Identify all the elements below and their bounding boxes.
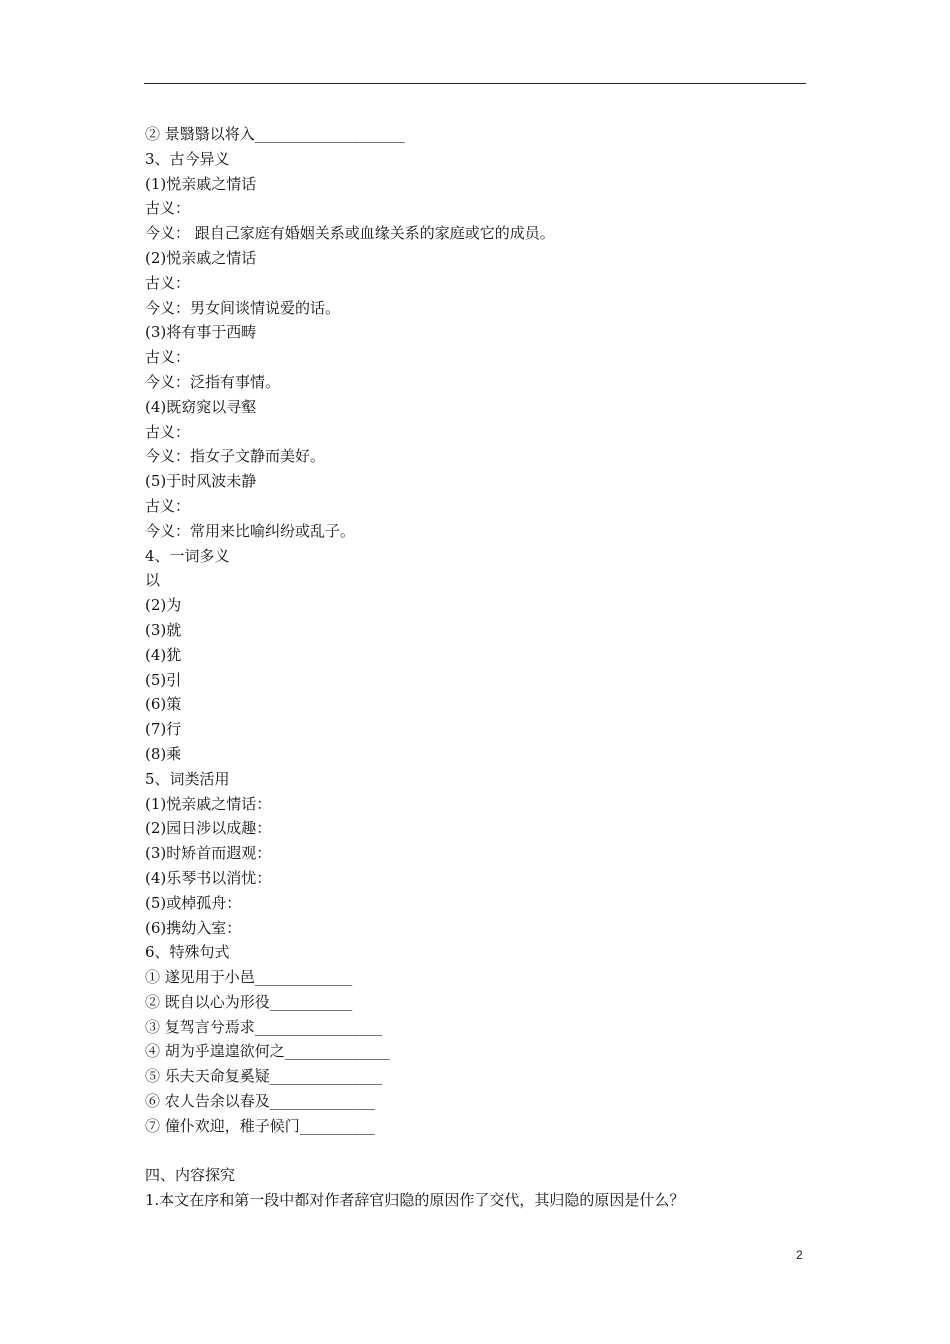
text-line: (4)乐琴书以消忧： (145, 868, 272, 887)
text-line: 古义： (145, 199, 191, 218)
text-line: (3)就 (145, 620, 182, 639)
text-line: ④ 胡为乎遑遑欲何之______________ (145, 1042, 390, 1061)
text-line: (7)行 (145, 720, 182, 739)
text-line: 今义：男女间谈情说爱的话。 (145, 298, 341, 317)
text-line: (1)悦亲戚之情话： (145, 794, 272, 813)
text-line: (5)于时风波未静 (145, 472, 257, 491)
section-heading: 6、特殊句式 (145, 943, 230, 962)
text-line: (4)既窈窕以寻壑 (145, 397, 257, 416)
page-number: 2 (796, 1248, 803, 1262)
question-text: 1.本文在序和第一段中都对作者辞官归隐的原因作了交代，其归隐的原因是什么？ (145, 1191, 685, 1210)
text-line: ⑥ 农人告余以春及______________ (145, 1092, 375, 1111)
text-line: (5)引 (145, 670, 182, 689)
text-line: ② 景翳翳以将入____________________ (145, 125, 405, 143)
text-line: ⑤ 乐夫天命复奚疑_______________ (145, 1067, 383, 1086)
text-line: (2)园日涉以成趣： (145, 819, 272, 838)
text-line: (8)乘 (145, 744, 182, 763)
text-line: (1)悦亲戚之情话 (145, 174, 257, 193)
text-line: 今义：指女子文静而美好。 (145, 447, 326, 466)
text-line: ③ 复驾言兮焉求_________________ (145, 1017, 383, 1036)
text-line: 古义： (145, 348, 191, 367)
text-line: ① 遂见用于小邑_____________ (145, 968, 353, 987)
document-body (145, 122, 825, 1213)
text-line: (6)策 (145, 695, 182, 714)
text-line: (6)携幼入室： (145, 918, 242, 937)
text-line: (5)或棹孤舟： (145, 893, 242, 912)
text-line: (3)将有事于西畴 (145, 323, 257, 342)
text-line: (4)犹 (145, 645, 182, 664)
text-line: ② 既自以心为形役___________ (145, 992, 353, 1011)
section-heading: 4、一词多义 (145, 546, 230, 565)
text-line: 古义： (145, 496, 191, 515)
text-line: (2)为 (145, 596, 182, 615)
blank-line (145, 1139, 825, 1164)
text-line: ⑦ 僮仆欢迎，稚子候门__________ (145, 1116, 375, 1135)
header-rule (144, 83, 806, 84)
text-line: 今义： 跟自己家庭有婚姻关系或血缘关系的家庭或它的成员。 (145, 224, 555, 243)
text-line: 古义： (145, 422, 191, 441)
text-line: 古义： (145, 273, 191, 292)
text-line: (3)时矫首而遐观： (145, 844, 272, 863)
text-line: 今义：常用来比喻纠纷或乱子。 (145, 521, 356, 540)
section-heading: 5、词类活用 (145, 769, 230, 788)
text-line: (2)悦亲戚之情话 (145, 248, 257, 267)
text-line: 以 (145, 571, 161, 590)
section-heading: 3、古今异义 (145, 149, 230, 168)
section-heading: 四、内容探究 (145, 1166, 236, 1185)
text-line: 今义：泛指有事情。 (145, 372, 281, 391)
